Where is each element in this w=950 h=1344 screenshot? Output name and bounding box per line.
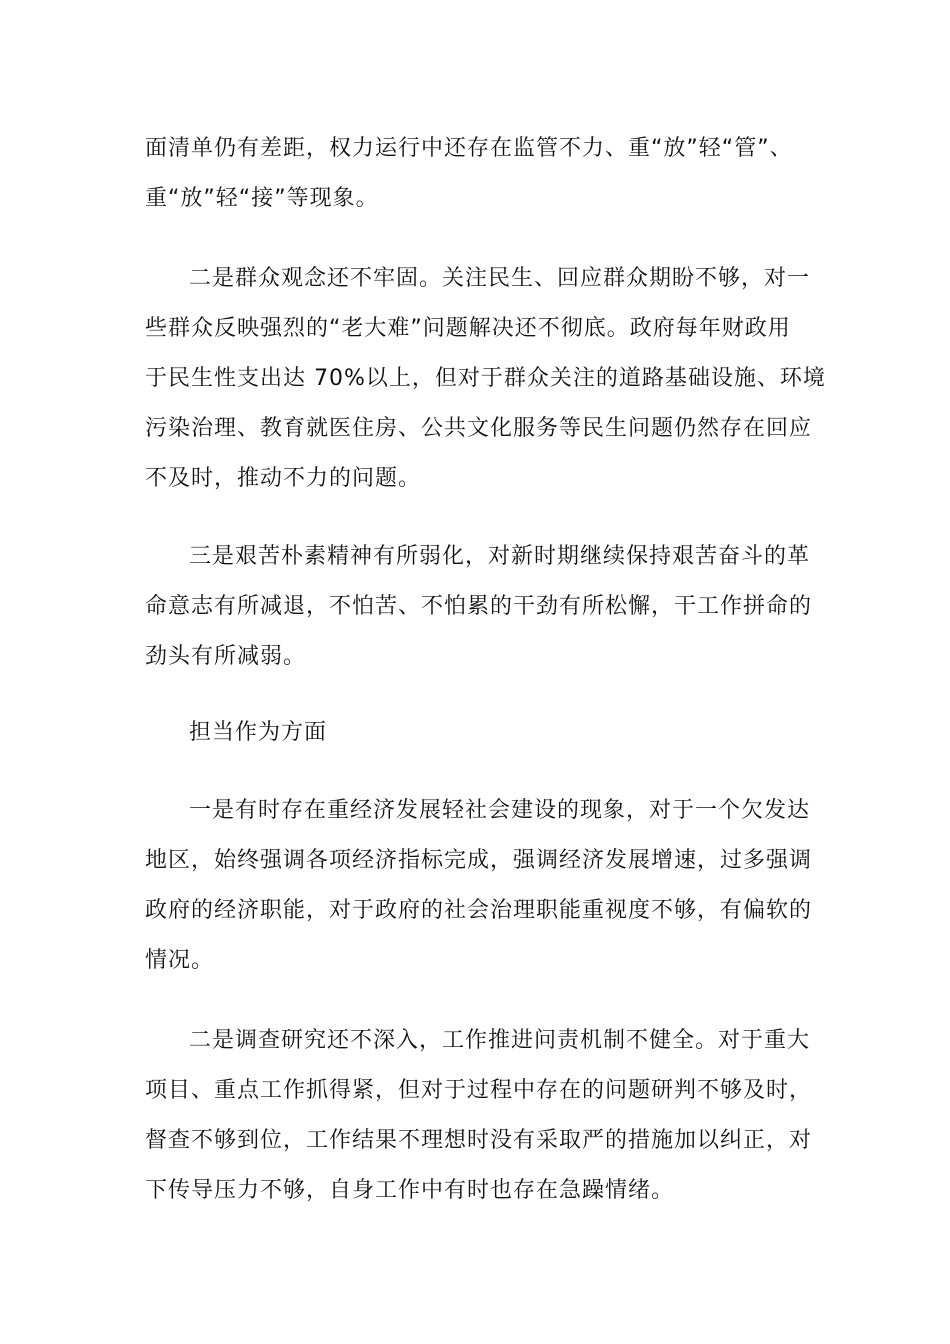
text-line: 三是艰苦朴素精神有所弱化，对新时期继续保持艰苦奋斗的革 xyxy=(189,544,811,569)
text-line: 项目、重点工作抓得紧，但对于过程中存在的问题研判不够及时， xyxy=(145,1078,813,1103)
text-line: 重“放”轻“接”等现象。 xyxy=(145,186,379,211)
paragraph-hard-work xyxy=(145,532,813,682)
paragraph-continued xyxy=(145,124,805,224)
text-line: 情况。 xyxy=(145,948,215,973)
text-line: 面清单仍有差距，权力运行中还存在监管不力、重“放”轻“管”、 xyxy=(145,136,793,161)
text-line: 污染治理、教育就医住房、公共文化服务等民生问题仍然存在回应 xyxy=(145,416,813,441)
paragraph-research xyxy=(145,1016,813,1216)
text-line: 一是有时存在重经济发展轻社会建设的现象，对于一个欠发达 xyxy=(189,798,811,823)
paragraph-economy xyxy=(145,786,813,986)
text-line: 劲头有所减弱。 xyxy=(145,644,307,669)
text-line: 命意志有所减退，不怕苦、不怕累的干劲有所松懈，干工作拼命的 xyxy=(145,594,813,619)
section-heading: 担当作为方面 xyxy=(189,720,328,745)
text-line: 于民生性支出达 70%以上，但对于群众关注的道路基础设施、环境 xyxy=(145,366,826,391)
text-line: 地区，始终强调各项经济指标完成，强调经济发展增速，过多强调 xyxy=(145,848,813,873)
text-line: 下传导压力不够，自身工作中有时也存在急躁情绪。 xyxy=(145,1178,675,1203)
text-line: 督查不够到位，工作结果不理想时没有采取严的措施加以纠正，对 xyxy=(145,1128,813,1153)
text-line: 二是调查研究还不深入，工作推进问责机制不健全。对于重大 xyxy=(189,1028,811,1053)
paragraph-mass-line xyxy=(145,254,826,504)
text-line: 政府的经济职能，对于政府的社会治理职能重视度不够，有偏软的 xyxy=(145,898,813,923)
text-line: 些群众反映强烈的“老大难”问题解决还不彻底。政府每年财政用 xyxy=(145,316,791,341)
text-line: 不及时，推动不力的问题。 xyxy=(145,466,422,491)
text-line: 二是群众观念还不牢固。关注民生、回应群众期盼不够，对一 xyxy=(189,266,811,291)
